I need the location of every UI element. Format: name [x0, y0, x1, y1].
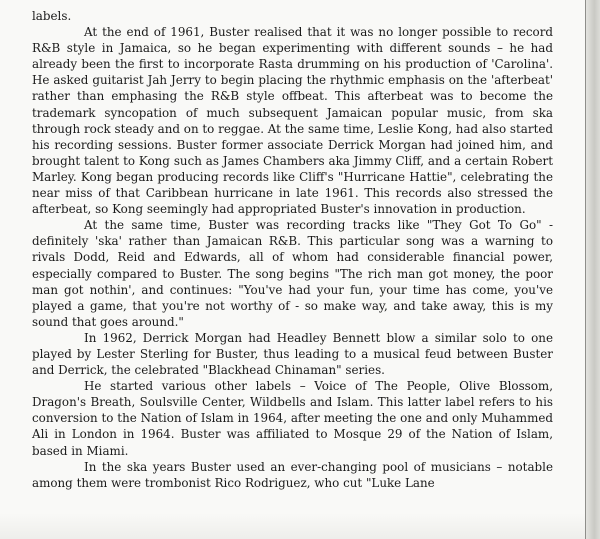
- page-bottom-edge: [0, 513, 600, 539]
- page-edge-shadow: [586, 0, 600, 539]
- paragraph-labels-islam: He started various other labels – Voice of The People, Olive Blossom, Dragon's Breath, Soulsville Center, Wildbells and Islam. This latter label refers to his conversion to the Nation of Islam in 1964, after meeting the one and only Muhammed Ali in London in 1964. Buster was affiliated to Mosque 29 of the Nation of Islam, based in Miami.: [32, 379, 553, 458]
- body-text: [32, 8, 553, 491]
- paragraph-they-got-to-go: At the same time, Buster was recording tracks like "They Got To Go" -definitely 'ska' rather than Jamaican R&B. This particular song was a warning to rivals Dodd, Reid and Edwards, all of whom had considerable financial power, especially compared to Buster. The song begins "The rich man got money, the poor man got nothin', and continues: "You've had your fun, your time has come, you've played a game, that you're not worthy of - so make way, and take away, this is my sound that goes around.": [32, 218, 553, 329]
- paragraph-ska-musicians: In the ska years Buster used an ever-changing pool of musicians – notable among them were trombonist Rico Rodriguez, who cut "Luke Lane: [32, 459, 553, 490]
- paragraph-continuation: labels.: [32, 9, 72, 23]
- paragraph-afterbeat: At the end of 1961, Buster realised that it was no longer possible to record R&B style in Jamaica, so he began experimenting with different sounds – he had already been the first to incorporate Rasta drumming on his production of 'Carolina'. He asked guitarist Jah Jerry to begin placing the rhythmic emphasis on the 'afterbeat' rather than emphasing the R&B style offbeat. This afterbeat was to become the trademark syncopation of much subsequent Jamaican popular music, from ska through rock steady and on to reggae. At the same time, Leslie Kong, had also started his recording sessions. Buster former associate Derrick Morgan had joined him, and brought talent to Kong such as James Chambers aka Jimmy Cliff, and a certain Robert Marley. Kong began producing records like Cliff's "Hurricane Hattie", celebrating the near miss of that Caribbean hurricane in late 1961. This records also stressed the afterbeat, so Kong seemingly had appropriated Buster's innovation in production.: [32, 25, 553, 217]
- paragraph-blackhead-chinaman: In 1962, Derrick Morgan had Headley Bennett blow a similar solo to one played by Lester Sterling for Buster, thus leading to a musical feud between Buster and Derrick, the celebrated "Blackhead Chinaman" series.: [32, 330, 553, 378]
